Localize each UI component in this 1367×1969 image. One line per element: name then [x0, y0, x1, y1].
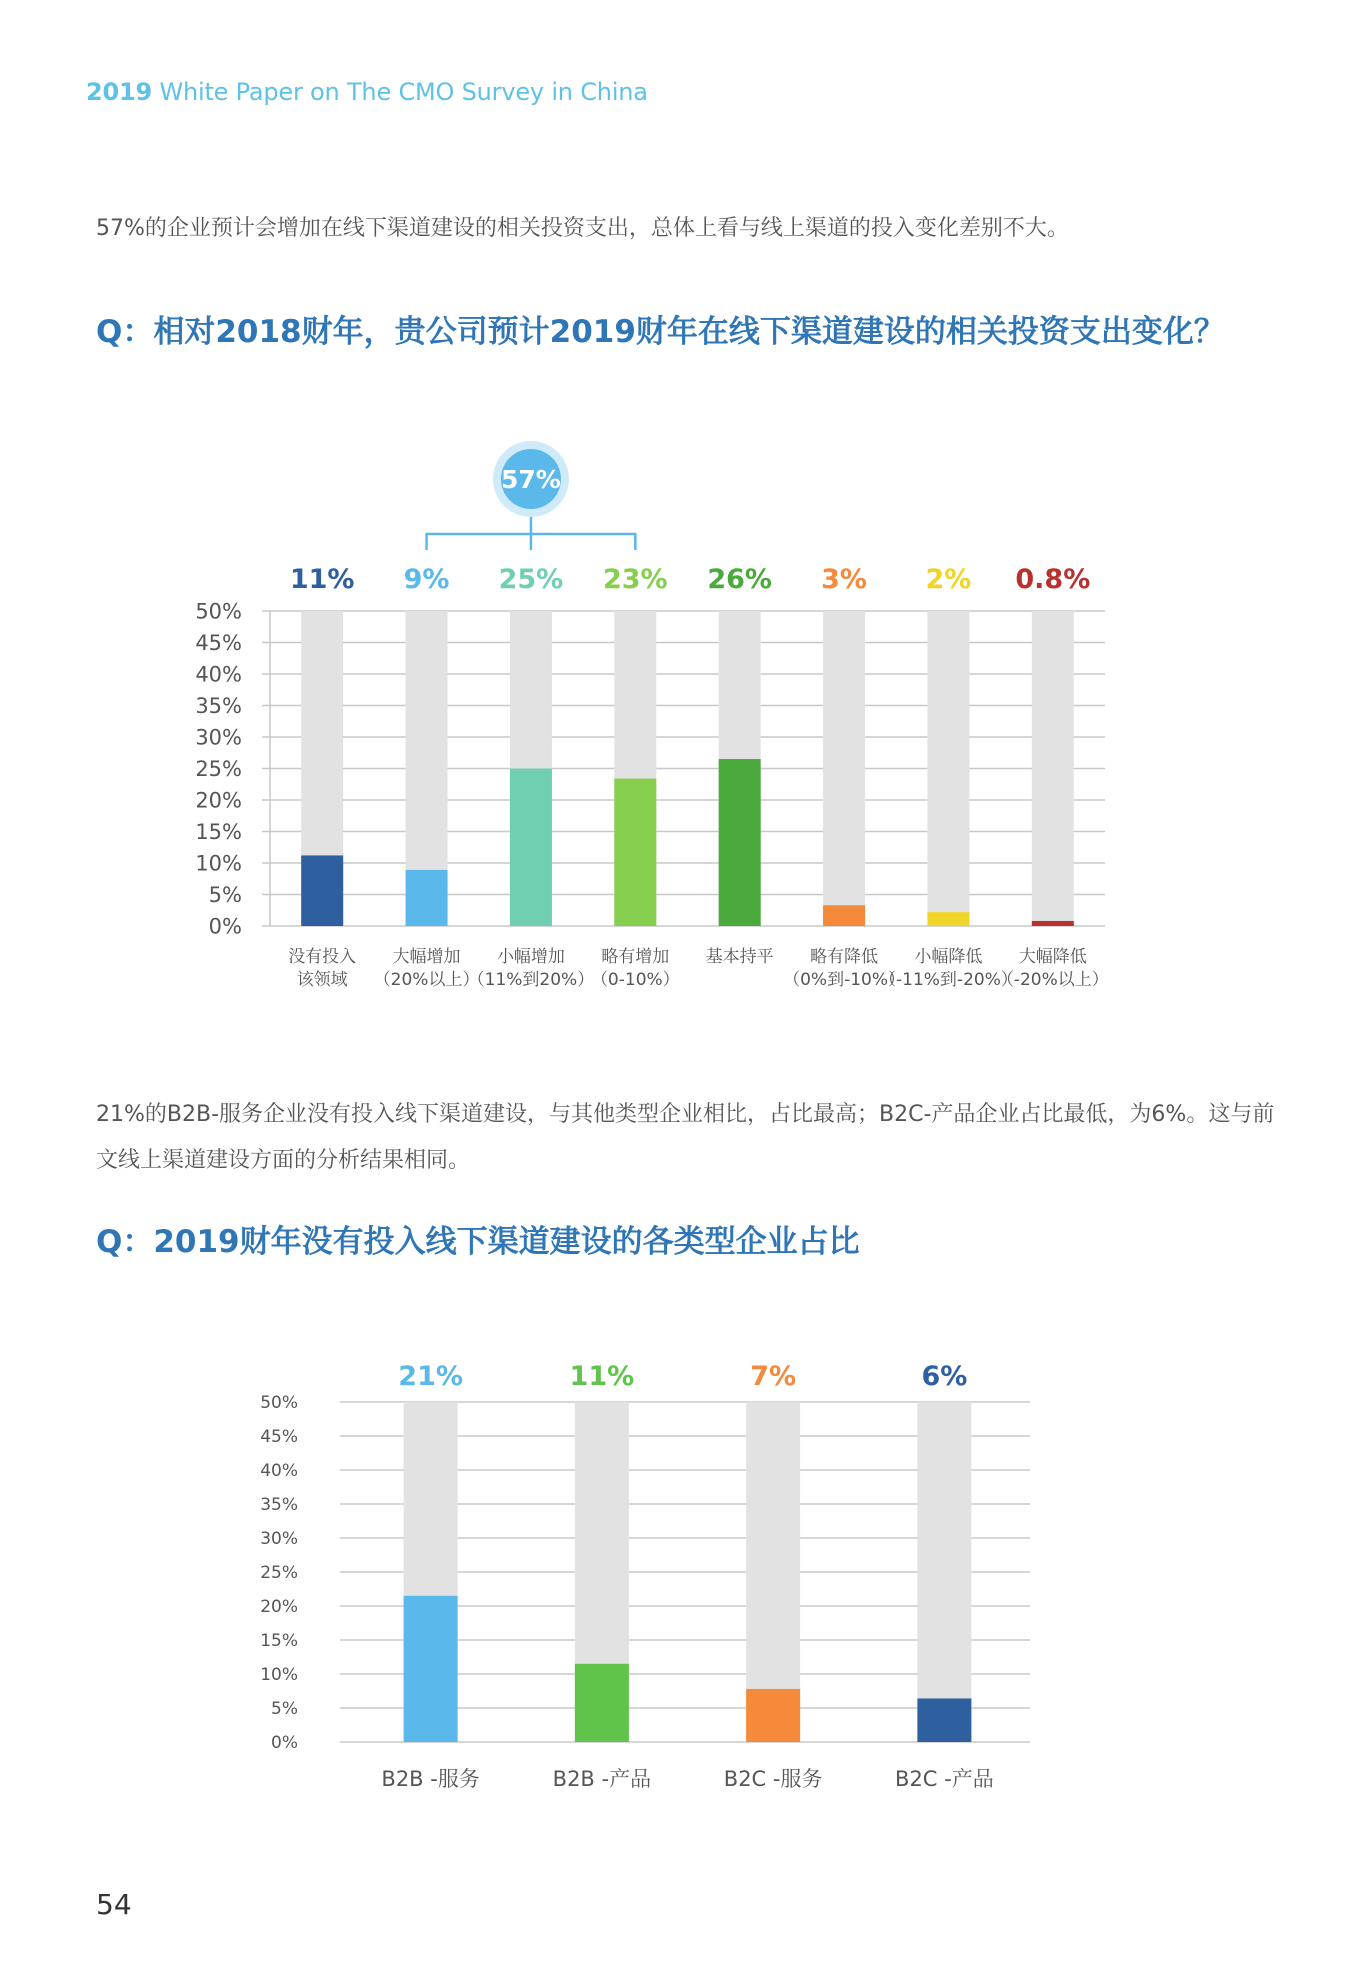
category-label: （-20%以上） — [996, 970, 1109, 990]
y-tick-label: 0% — [208, 914, 242, 939]
category-label: 略有增加 — [601, 947, 670, 967]
header-year: 2019 — [86, 78, 152, 106]
chart-1 — [0, 420, 1367, 1040]
y-tick-label: 50% — [195, 599, 242, 624]
category-label: 大幅增加 — [392, 947, 461, 967]
category-label: 小幅增加 — [496, 947, 565, 967]
y-tick-label: 35% — [195, 694, 242, 719]
bar — [927, 912, 969, 926]
bar-value-label: 3% — [821, 564, 867, 595]
y-tick-label: 5% — [271, 1699, 298, 1720]
y-tick-label: 20% — [195, 788, 242, 813]
category-label: 基本持平 — [705, 947, 774, 967]
bar — [1032, 921, 1074, 926]
y-tick-label: 25% — [195, 757, 242, 782]
category-label: （11%到20%） — [467, 970, 595, 990]
y-tick-label: 30% — [195, 725, 242, 750]
y-tick-label: 20% — [260, 1597, 298, 1618]
y-tick-label: 45% — [260, 1427, 298, 1448]
y-tick-label: 30% — [260, 1529, 298, 1550]
bar-track — [917, 1402, 971, 1742]
page-number: 54 — [96, 1888, 132, 1921]
bar — [917, 1698, 971, 1742]
y-tick-label: 50% — [260, 1393, 298, 1414]
category-label: 大幅降低 — [1018, 947, 1087, 967]
bar — [301, 855, 343, 926]
bar-track — [1032, 611, 1074, 926]
y-tick-label: 40% — [260, 1461, 298, 1482]
question-1-title: Q：相对2018财年，贵公司预计2019财年在线下渠道建设的相关投资支出变化？ — [96, 314, 1225, 350]
bar — [719, 759, 761, 926]
bar — [746, 1689, 800, 1742]
y-tick-label: 25% — [260, 1563, 298, 1584]
bar — [404, 1596, 458, 1742]
page-header — [86, 78, 648, 106]
bar-value-label: 7% — [750, 1361, 797, 1392]
category-label: 略有降低 — [810, 947, 879, 967]
bar-value-label: 23% — [602, 564, 668, 595]
category-label: 该领域 — [296, 970, 348, 990]
y-tick-label: 40% — [195, 662, 242, 687]
y-tick-label: 0% — [271, 1733, 298, 1754]
category-label: B2B -产品 — [552, 1767, 652, 1791]
y-tick-label: 15% — [195, 820, 242, 845]
category-label: 小幅降低 — [914, 947, 983, 967]
header-title: White Paper on The CMO Survey in China — [159, 78, 648, 106]
category-label: B2B -服务 — [381, 1767, 480, 1791]
bar — [406, 870, 448, 926]
bar-value-label: 2% — [925, 564, 972, 595]
bar — [510, 769, 552, 927]
bar-value-label: 26% — [707, 564, 773, 595]
question-2-title: Q：2019财年没有投入线下渠道建设的各类型企业占比 — [96, 1224, 860, 1260]
bar-track — [927, 611, 969, 926]
bracket-total-label: 57% — [501, 465, 561, 494]
bar-value-label: 9% — [403, 564, 450, 595]
category-label: 没有投入 — [288, 947, 357, 967]
bar-track — [823, 611, 865, 926]
bar-value-label: 25% — [498, 564, 564, 595]
bar — [575, 1664, 629, 1742]
bar-value-label: 11% — [569, 1361, 635, 1392]
category-label: （0-10%） — [590, 970, 680, 990]
category-label: B2C -产品 — [895, 1767, 994, 1791]
y-tick-label: 45% — [195, 631, 242, 656]
y-tick-label: 10% — [195, 851, 242, 876]
bar — [823, 905, 865, 926]
y-tick-label: 15% — [260, 1631, 298, 1652]
bracket-line — [427, 534, 636, 550]
paragraph-1: 57%的企业预计会增加在线下渠道建设的相关投资支出，总体上看与线上渠道的投入变化差别不大。 — [96, 216, 1069, 241]
bar-value-label: 0.8% — [1015, 564, 1091, 595]
paragraph-2: 21%的B2B-服务企业没有投入线下渠道建设，与其他类型企业相比，占比最高；B2C-产品企业占比最低，为6%。这与前文线上渠道建设方面的分析结果相同。 — [96, 1102, 1275, 1173]
bar-value-label: 21% — [398, 1361, 463, 1392]
chart-2 — [0, 1340, 1367, 1800]
category-label: （-11%到-20%） — [879, 970, 1018, 990]
bar — [614, 779, 656, 926]
y-tick-label: 10% — [260, 1665, 298, 1686]
category-label: （0%到-10%） — [783, 970, 906, 990]
y-tick-label: 35% — [260, 1495, 298, 1516]
bar-value-label: 6% — [921, 1361, 968, 1392]
y-tick-label: 5% — [208, 883, 242, 908]
bar-value-label: 11% — [289, 564, 355, 595]
category-label: B2C -服务 — [723, 1767, 823, 1791]
category-label: （20%以上） — [373, 970, 480, 990]
